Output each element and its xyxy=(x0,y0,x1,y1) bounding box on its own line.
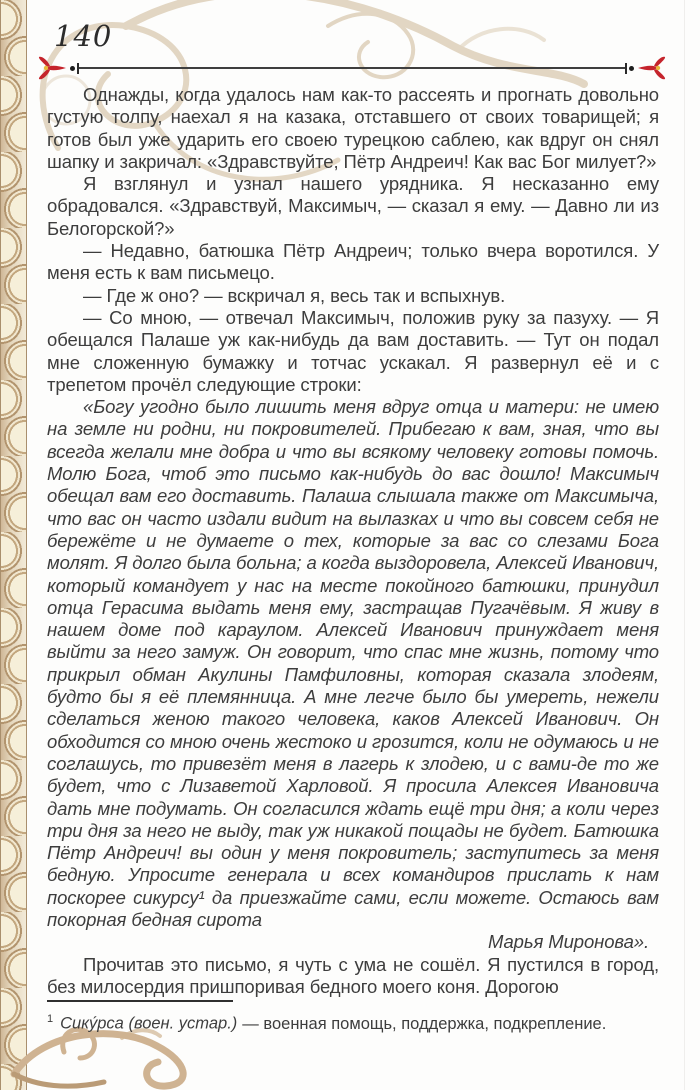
rule-line xyxy=(79,67,625,69)
red-flower-finial-left-icon xyxy=(36,56,68,80)
footnote-definition: — военная помощь, поддержка, подкрепление. xyxy=(242,1014,607,1033)
closing-paragraph: Прочитав это письмо, я чуть с ума не сошёл. Я пустился в город, без милосердия пришпоривая бедного моего коня. Дорогою xyxy=(47,953,659,997)
rule-dot-right xyxy=(629,66,634,71)
paragraph-dialogue: — Со мною, — отвечал Максимыч, положив руку за пазуху. — Я обещался Палаше уж как-нибудь да вам доставить. — Тут он подал мне сложенную бумажку и тотчас ускакал. Я развернул её и с трепетом прочёл следующие строки: xyxy=(47,306,659,395)
header-rule xyxy=(36,56,668,80)
page-text-column xyxy=(47,84,659,998)
paragraph: Я взглянул и узнал нашего урядника. Я несказанно ему обрадовался. «Здравствуй, Максимыч, — сказал я ему. — Давно ли из Белогорской?» xyxy=(47,173,659,239)
paragraph-dialogue: — Недавно, батюшка Пётр Андреич; только вчера воротился. У меня есть к вам письмецо. xyxy=(47,240,659,284)
letter-text: «Богу угодно было лишить меня вдруг отца и матери: не имею на земле ни родни, ни покровителей. Прибегаю к вам, зная, что вы всегда желали мне добра и что вы всякому человеку готовы помочь. Молю Бога, чтоб это письмо как-нибудь до вас дошло! Максимыч обещал вам его доставить. Палаша слышала также от Максимыча, что вас он часто издали видит на вылазках и что вы совсем себя не бережёте и не думаете о тех, которые за вас со слезами Бога молят. Я долго была больна; а когда выздоровела, Алексей Иванович, который командует у нас на месте покойного батюшки, принудил отца Герасима выдать меня ему, застращав Пугачёвым. Я живу в нашем доме под караулом. Алексей Иванович принуждает меня выйти за него замуж. Он говорит, что спас мне жизнь, потому что прикрыл обман Акулины Памфиловны, которая сказала злодеям, будто бы я её племянница. А мне легче было бы умереть, нежели сделаться женою такого человека, каков Алексей Иванович. Он обходится со мною очень жестоко и грозится, коли не одумаюсь и не соглашусь, то привезёт меня в лагерь к злодею, и с вами-де то же будет, что с Лизаветой Харловой. Я просила Алексея Ивановича дать мне подумать. Он согласился ждать ещё три дня; а коли через три дня за него не выду, так уж никакой пощады не будет. Батюшка Пётр Андреич! вы один у меня покровитель; заступитесь за меня бедную. Упросите генерала и всех командиров прислать к нам поскорее сикурсу¹ да приезжайте сами, если можете. Остаюсь вам покорная бедная сирота xyxy=(47,396,659,930)
decorative-left-border xyxy=(0,0,27,1090)
page-number: 140 xyxy=(54,19,113,53)
paragraph: Однажды, когда удалось нам как-то рассеять и прогнать довольно густую толпу, наехал я на казака, отставшего от своих товарищей; я готов был уже ударить его своею турецкою саблею, как вдруг он снял шапку и закричал: «Здравствуйте, Пётр Андреич! Как вас Бог милует?» xyxy=(47,84,659,172)
footnote-separator-rule xyxy=(47,1000,233,1002)
footnote xyxy=(47,1000,659,1035)
red-flower-finial-right-icon xyxy=(636,56,668,80)
footnote-term: Сику́рса (воен. устар.) xyxy=(60,1014,238,1033)
page-right-edge-line xyxy=(684,0,685,1090)
paragraph-dialogue: — Где ж оно? — вскричал я, весь так и вспыхнув. xyxy=(83,284,506,306)
letter-signature: Марья Миронова». xyxy=(487,931,649,953)
rule-dot-left xyxy=(70,66,75,71)
footnote-marker: 1 xyxy=(47,1013,54,1025)
rule-tick-right xyxy=(625,63,627,74)
footnote-text xyxy=(47,1009,659,1035)
